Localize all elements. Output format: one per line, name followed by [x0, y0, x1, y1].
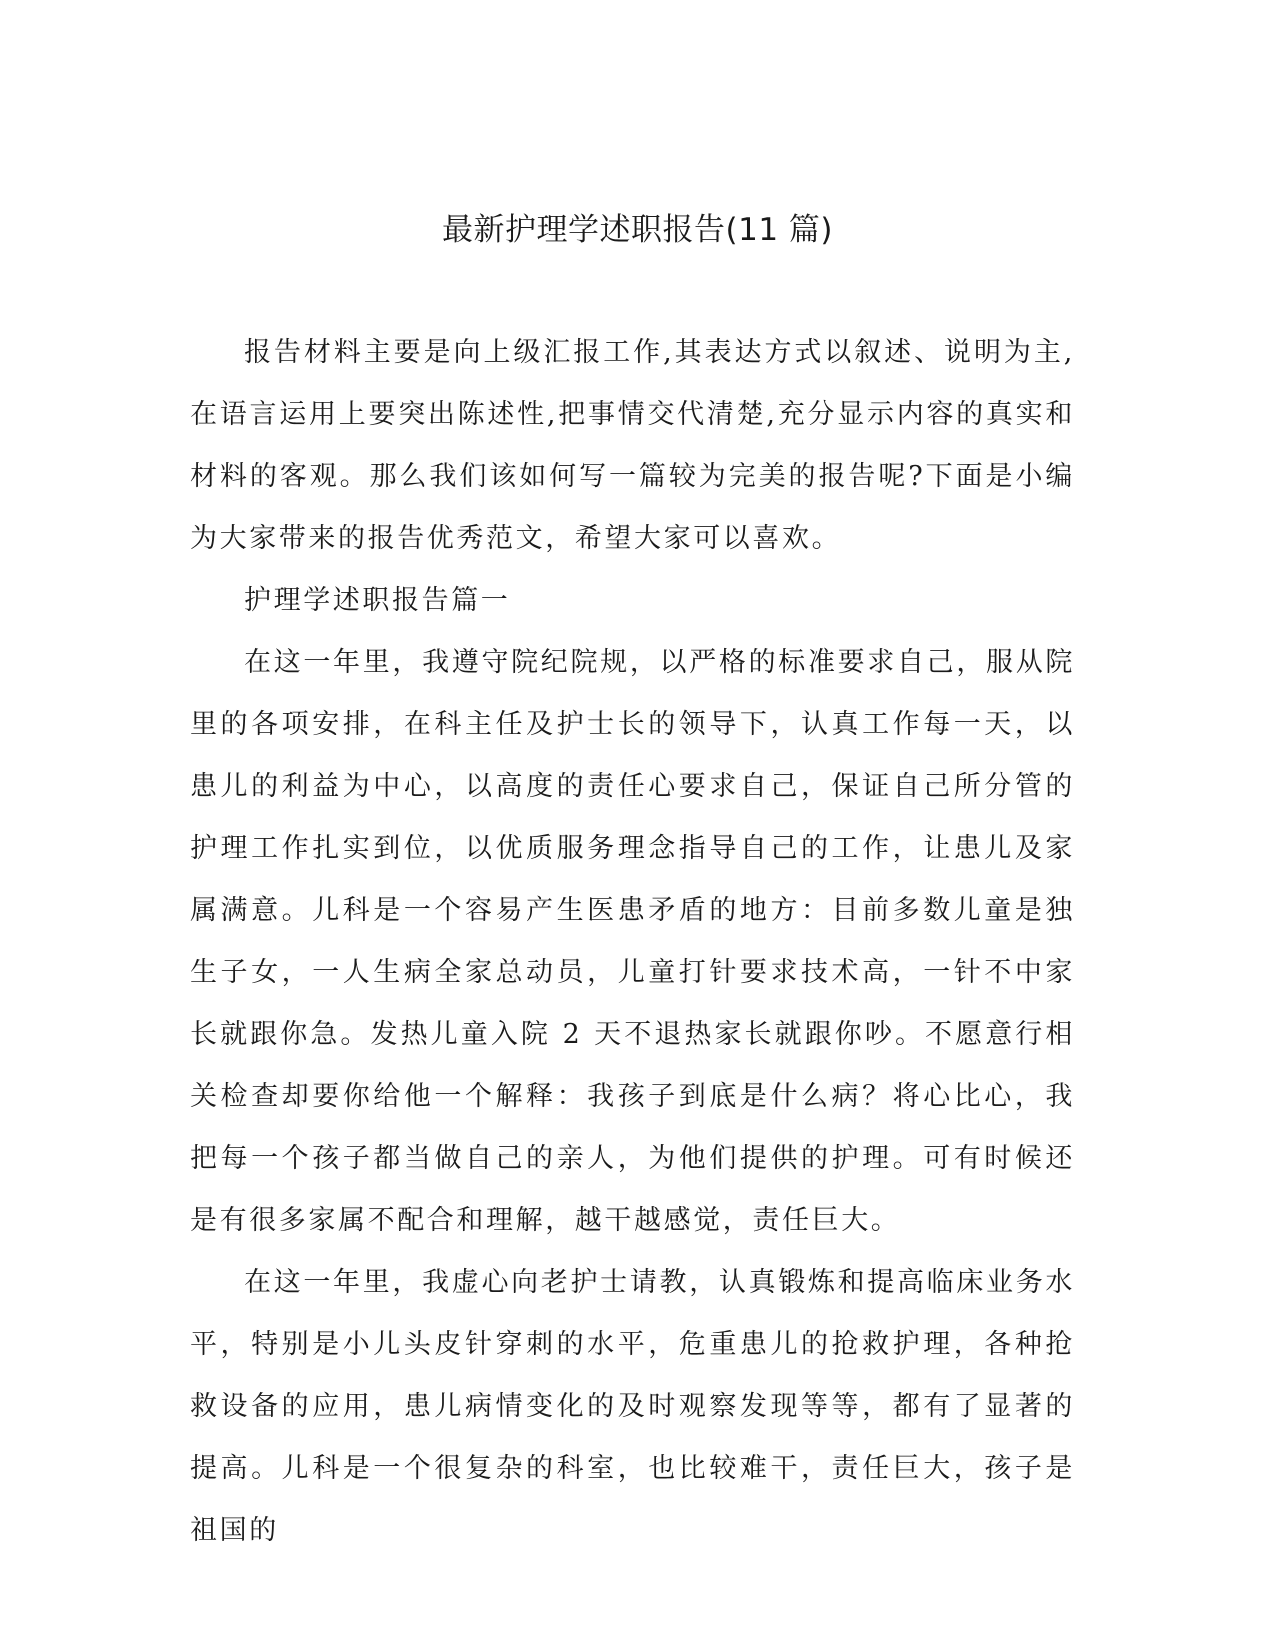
body-paragraph-1: 在这一年里，我遵守院纪院规，以严格的标准要求自己，服从院里的各项安排，在科主任及护士长的领导下，认真工作每一天，以患儿的利益为中心，以高度的责任心要求自己，保证自己所分管的护理工作扎实到位，以优质服务理念指导自己的工作，让患儿及家属满意。儿科是一个容易产生医患矛盾的地方：目前多数儿童是独生子女，一人生病全家总动员，儿童打针要求技术高，一针不中家长就跟你急。发热儿童入院 2 天不退热家长就跟你吵。不愿意行相关检查却要你给他一个解释：我孩子到底是什么病？将心比心，我把每一个孩子都当做自己的亲人，为他们提供的护理。可有时候还是有很多家属不配合和理解，越干越感觉，责任巨大。 — [190, 647, 1075, 1236]
document-body — [190, 322, 1075, 1562]
document-title: 最新护理学述职报告(11 篇) — [442, 212, 833, 248]
intro-paragraph: 报告材料主要是向上级汇报工作,其表达方式以叙述、说明为主,在语言运用上要突出陈述性,把事情交代清楚,充分显示内容的真实和材料的客观。那么我们该如何写一篇较为完美的报告呢?下面是小编为大家带来的报告优秀范文，希望大家可以喜欢。 — [190, 337, 1075, 554]
section-heading: 护理学述职报告篇一 — [244, 585, 511, 616]
body-paragraph-2: 在这一年里，我虚心向老护士请教，认真锻炼和提高临床业务水平，特别是小儿头皮针穿刺的水平，危重患儿的抢救护理，各种抢救设备的应用，患儿病情变化的及时观察发现等等，都有了显著的提高。儿科是一个很复杂的科室，也比较难干，责任巨大，孩子是祖国的 — [190, 1267, 1075, 1546]
